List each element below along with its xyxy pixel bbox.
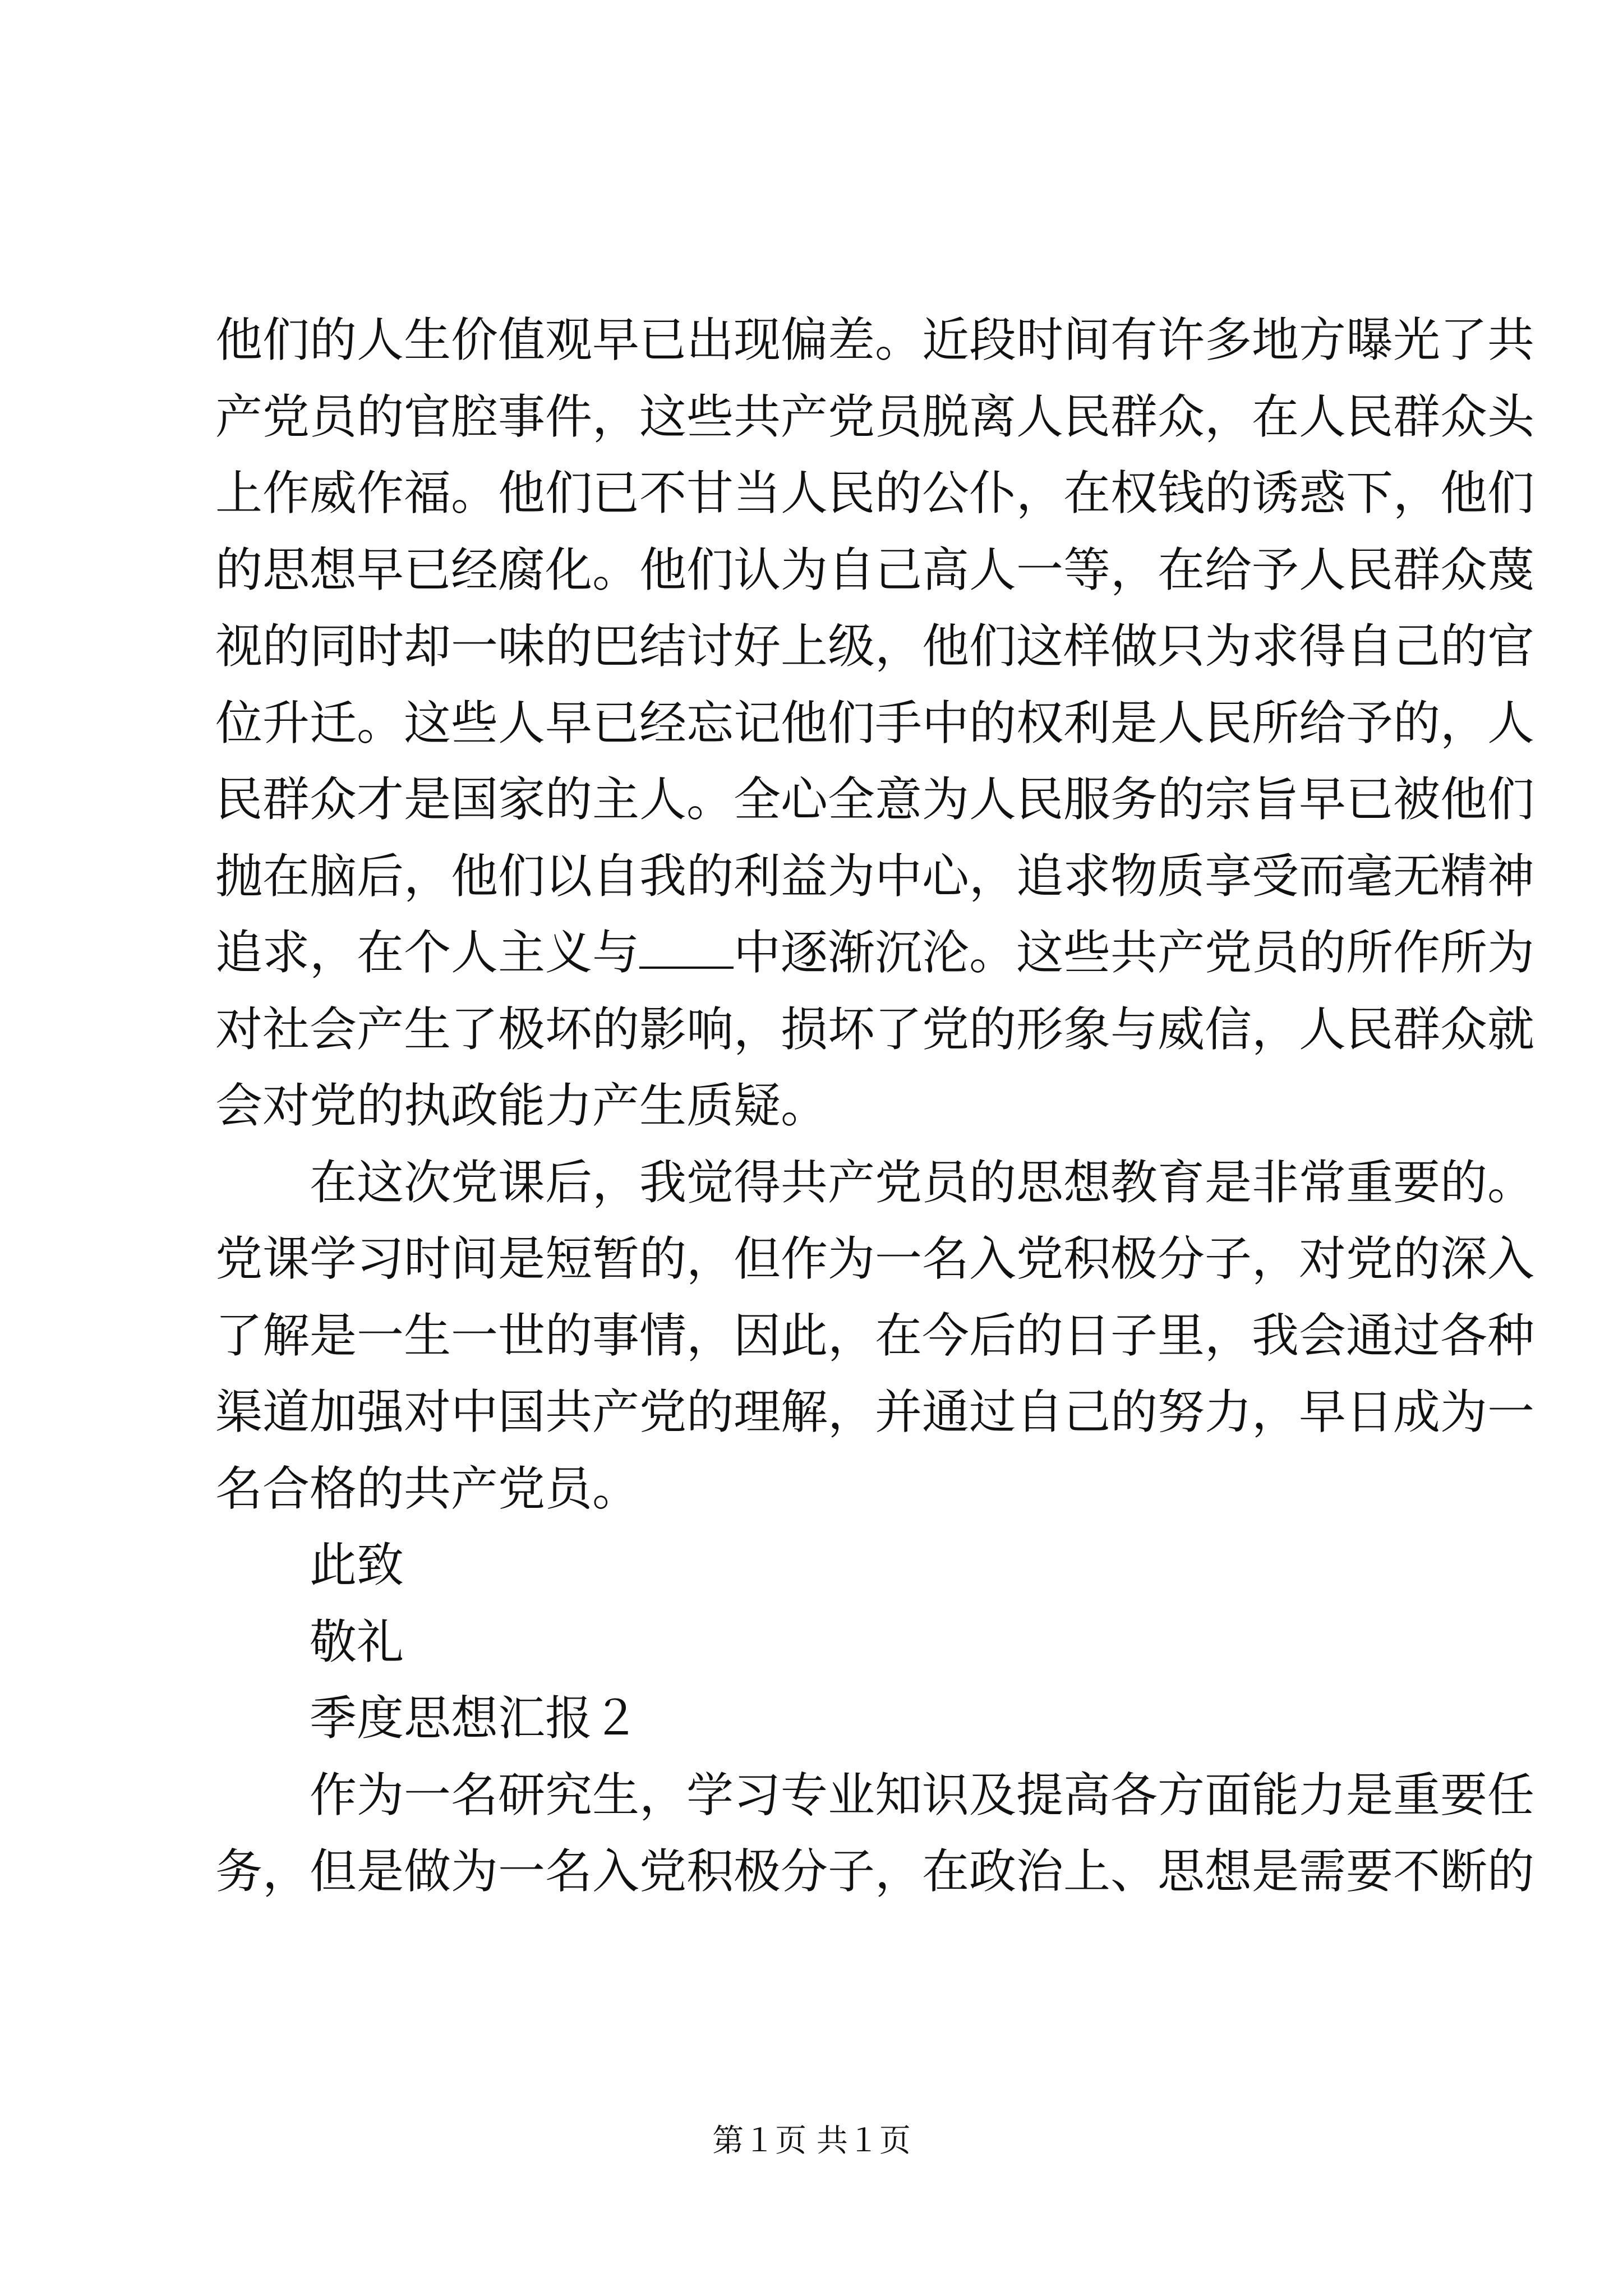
body-line: 了解是一生一世的事情，因此，在今后的日子里，我会通过各种	[215, 1308, 1535, 1363]
body-line: 务，但是做为一名入党积极分子，在政治上、思想是需要不断的	[215, 1844, 1535, 1899]
body-line: 位升迁。这些人早已经忘记他们手中的权利是人民所给予的，人	[215, 695, 1535, 751]
document-body	[215, 302, 1535, 1910]
blank-line-text-before: 追求，在个人主义与	[215, 925, 640, 980]
body-line: 对社会产生了极坏的影响，损坏了党的形象与威信，人民群众就	[215, 1001, 1535, 1057]
salutation-line: 此致	[310, 1538, 404, 1593]
body-line: 抛在脑后，他们以自我的利益为中心，追求物质享受而毫无精神	[215, 848, 1535, 904]
page-footer: 第１页 共１页	[712, 2123, 911, 2159]
body-line: 上作威作福。他们已不甘当人民的公仆，在权钱的诱惑下，他们	[215, 466, 1535, 521]
body-line: 视的同时却一味的巴结讨好上级，他们这样做只为求得自己的官	[215, 619, 1535, 674]
body-line: 他们的人生价值观早已出现偏差。近段时间有许多地方曝光了共	[215, 312, 1535, 367]
body-line: 的思想早已经腐化。他们认为自己高人一等，在给予人民群众蔑	[215, 542, 1535, 597]
body-line: 民群众才是国家的主人。全心全意为人民服务的宗旨早已被他们	[215, 772, 1535, 827]
blank-line-text-after: 中逐渐沉沦。这些共产党员的所作所为	[734, 925, 1535, 980]
body-line: 会对党的执政能力产生质疑。	[215, 1078, 828, 1133]
body-line: 产党员的官腔事件，这些共产党员脱离人民群众，在人民群众头	[215, 389, 1535, 444]
body-line: 党课学习时间是短暂的，但作为一名入党积极分子，对党的深入	[215, 1231, 1535, 1286]
body-line: 渠道加强对中国共产党的理解，并通过自己的努力，早日成为一	[215, 1384, 1535, 1439]
body-line: 作为一名研究生，学习专业知识及提高各方面能力是重要任	[310, 1767, 1535, 1823]
salutation-line: 敬礼	[310, 1614, 404, 1669]
section-title: 季度思想汇报２	[310, 1691, 640, 1746]
body-line: 在这次党课后，我觉得共产党员的思想教育是非常重要的。	[310, 1154, 1535, 1210]
redacted-blank	[639, 927, 734, 969]
body-line: 名合格的共产党员。	[215, 1461, 640, 1516]
body-line-with-blank	[215, 914, 1535, 991]
